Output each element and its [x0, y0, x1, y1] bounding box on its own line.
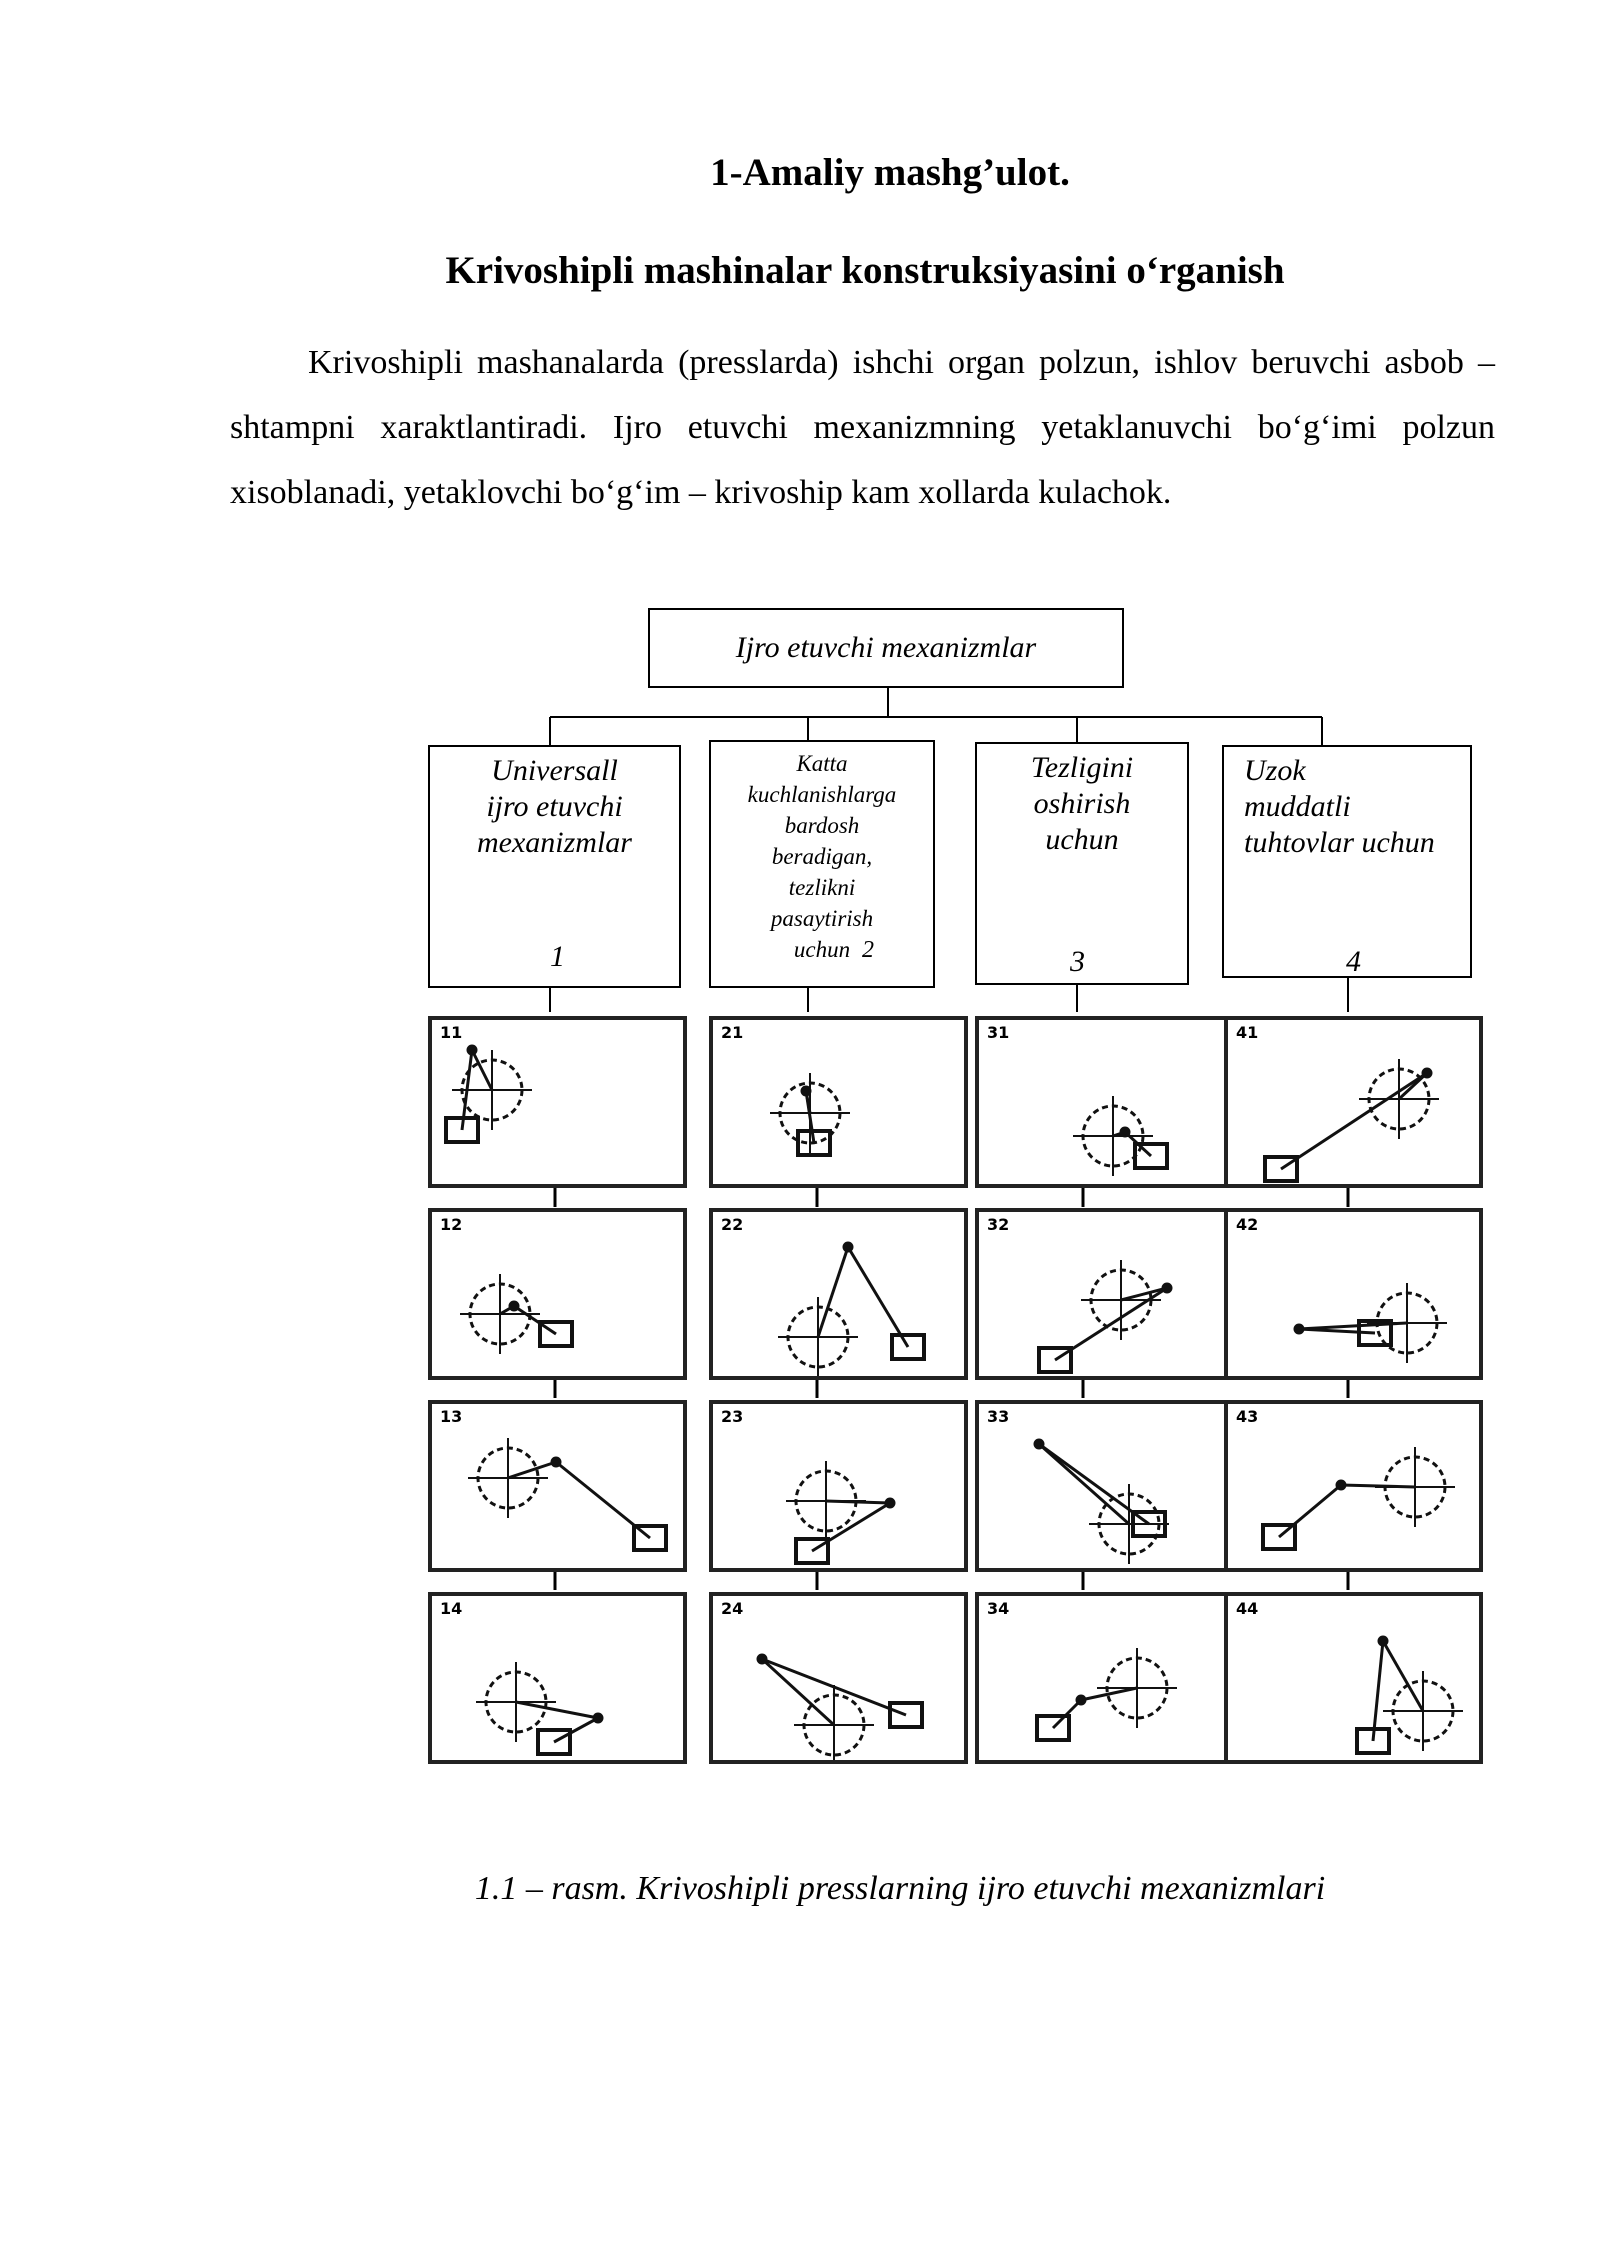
mechanism-sketch	[713, 1212, 968, 1380]
mechanism-cell-42	[1224, 1208, 1483, 1380]
mechanism-cell-label: 44	[1236, 1599, 1259, 1618]
mechanism-cell-24	[709, 1592, 968, 1764]
category-label-line: kuchlanishlarga	[747, 782, 897, 807]
mechanism-sketch	[1228, 1596, 1483, 1764]
mechanism-sketch	[432, 1596, 687, 1764]
mechanism-cell-23	[709, 1400, 968, 1572]
category-label-line: Tezligini	[1030, 751, 1134, 784]
category-label-line: ijro etuvchi	[486, 790, 623, 823]
mechanism-sketch	[432, 1020, 687, 1188]
category-label-line: Universall	[491, 754, 618, 787]
category-label-line: uchun	[1045, 823, 1119, 856]
section-heading: 1-Amaliy mashg’ulot.	[710, 151, 1070, 194]
category-box-dwell	[1222, 745, 1472, 978]
mechanism-cell-label: 11	[440, 1023, 463, 1042]
mechanism-cell-44	[1224, 1592, 1483, 1764]
mechanism-sketch	[432, 1212, 687, 1380]
mechanism-cell-label: 43	[1236, 1407, 1259, 1426]
mechanism-cell-label: 32	[987, 1215, 1010, 1234]
category-number-3: 3	[1070, 945, 1085, 978]
mechanism-cell-label: 33	[987, 1407, 1010, 1426]
category-number-1: 1	[550, 940, 565, 973]
category-label-line: tuhtovlar uchun	[1244, 826, 1435, 859]
mechanism-cell-33	[975, 1400, 1234, 1572]
mechanism-cell-32	[975, 1208, 1234, 1380]
mechanism-cell-22	[709, 1208, 968, 1380]
mechanism-cell-31	[975, 1016, 1234, 1188]
mechanism-sketch	[1228, 1212, 1483, 1380]
mechanism-cell-14	[428, 1592, 687, 1764]
mechanism-cell-11	[428, 1016, 687, 1188]
mechanism-cell-13	[428, 1400, 687, 1572]
category-number-2: 2	[862, 937, 874, 963]
category-label-line: pasaytirish	[770, 906, 874, 931]
section-subheading: Krivoshipli mashinalar konstruksiyasini o‘rganish	[445, 249, 1285, 292]
mechanism-cell-label: 22	[721, 1215, 744, 1234]
mechanism-sketch	[713, 1596, 968, 1764]
category-number-4: 4	[1346, 945, 1361, 978]
mechanism-cell-label: 24	[721, 1599, 744, 1618]
mechanism-cell-label: 41	[1236, 1023, 1259, 1042]
mechanism-sketch	[713, 1404, 968, 1572]
category-label-line: tezlikni	[788, 875, 856, 900]
category-label-line: mexanizmlar	[477, 826, 632, 859]
category-label-line: Katta	[796, 751, 848, 776]
mechanism-sketch	[1228, 1020, 1483, 1188]
category-box-heavy-load	[709, 740, 935, 988]
mechanism-sketch	[1228, 1404, 1483, 1572]
category-label-line: bardosh	[784, 813, 860, 838]
mechanism-cell-43	[1224, 1400, 1483, 1572]
category-label-line: muddatli	[1244, 790, 1351, 823]
root-box: Ijro etuvchi mexanizmlar	[648, 608, 1124, 688]
mechanism-cell-label: 12	[440, 1215, 463, 1234]
mechanism-sketch	[979, 1212, 1234, 1380]
mechanism-cell-label: 31	[987, 1023, 1010, 1042]
mechanism-cell-label: 14	[440, 1599, 463, 1618]
category-label-line: uchun	[793, 937, 851, 962]
mechanism-cell-label: 13	[440, 1407, 463, 1426]
mechanism-sketch	[713, 1020, 968, 1188]
mechanism-cell-41	[1224, 1016, 1483, 1188]
mechanism-cell-label: 21	[721, 1023, 744, 1042]
mechanism-cell-label: 42	[1236, 1215, 1259, 1234]
category-label-line: oshirish	[1033, 787, 1131, 820]
mechanism-cell-21	[709, 1016, 968, 1188]
figure-caption: 1.1 – rasm. Krivoshipli presslarning ijro etuvchi mexanizmlari	[474, 1870, 1326, 1907]
mechanism-cell-12	[428, 1208, 687, 1380]
mechanism-cell-label: 34	[987, 1599, 1010, 1618]
mechanism-sketch	[432, 1404, 687, 1572]
mechanism-sketch	[979, 1596, 1234, 1764]
category-label-line: beradigan,	[771, 844, 873, 869]
mechanism-sketch	[979, 1404, 1234, 1572]
body-paragraph: Krivoshipli mashanalarda (presslarda) ishchi organ polzun, ishlov beruvchi asbob – shtampni xaraktlantiradi. Ijro etuvchi mexanizmning yetaklanuvchi bo‘g‘imi polzun xisoblanadi, yetaklovchi bo‘g‘im – krivoship kam xollarda kulachok.	[230, 344, 1495, 511]
mechanism-cell-34	[975, 1592, 1234, 1764]
category-label-line: Uzok	[1244, 754, 1306, 787]
mechanism-sketch	[979, 1020, 1234, 1188]
mechanism-cell-label: 23	[721, 1407, 744, 1426]
